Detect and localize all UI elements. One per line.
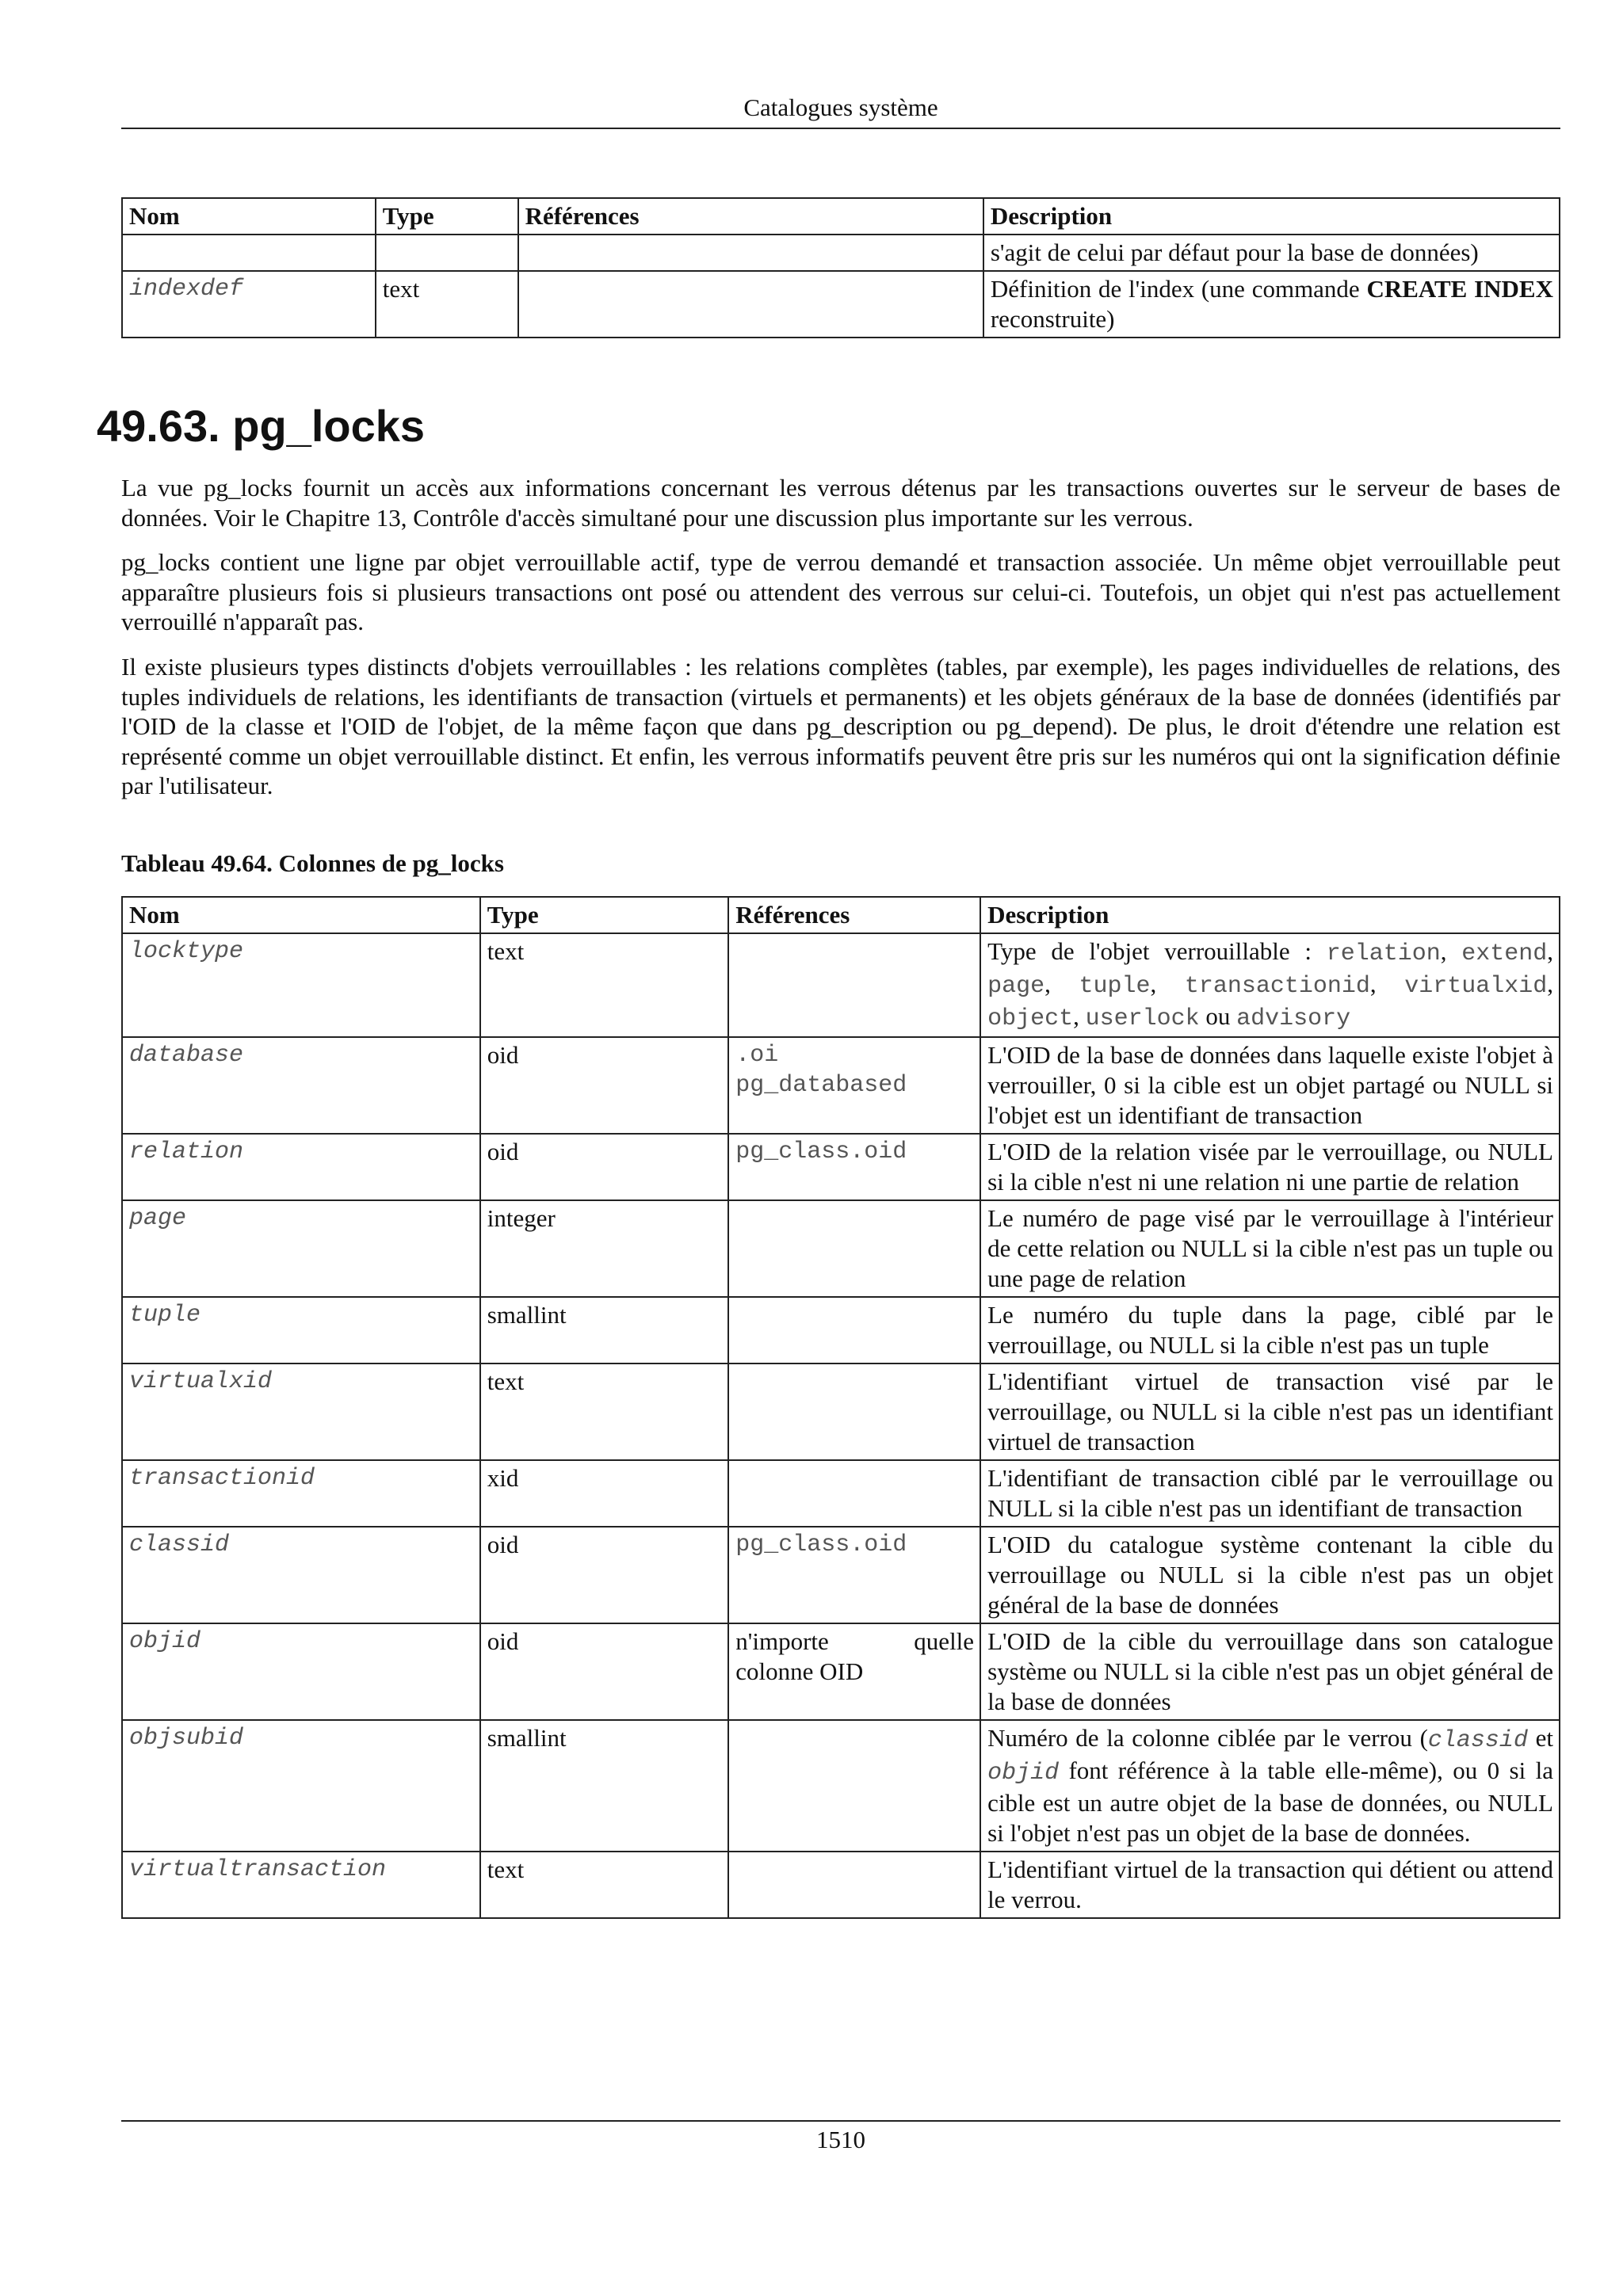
cell-type bbox=[376, 235, 518, 271]
code-value: page bbox=[987, 973, 1045, 1000]
cell-name: database bbox=[122, 1037, 480, 1134]
cell-description: L'identifiant virtuel de la transaction qui détient ou attend le verrou. bbox=[980, 1852, 1560, 1918]
table-row-virtualxid bbox=[122, 1363, 1560, 1460]
table-row bbox=[122, 235, 1560, 271]
cell-ref bbox=[728, 1720, 980, 1852]
cell-type: oid bbox=[480, 1623, 729, 1720]
desc-text: Type de l'objet verrouillable : bbox=[987, 937, 1327, 965]
desc-text: et bbox=[1527, 1724, 1553, 1752]
code-value: classid bbox=[1427, 1727, 1528, 1754]
cell-ref bbox=[728, 1852, 980, 1918]
cell-name: locktype bbox=[122, 933, 480, 1037]
separator: , bbox=[1150, 970, 1185, 997]
code-value: virtualxid bbox=[1404, 973, 1548, 1000]
cell-ref bbox=[728, 1460, 980, 1527]
desc-text: ou bbox=[1199, 1002, 1237, 1030]
cell-name: tuple bbox=[122, 1297, 480, 1363]
code-value: transactionid bbox=[1184, 973, 1370, 1000]
code-value: objid bbox=[987, 1760, 1060, 1787]
cell-description: Le numéro de page visé par le verrouillage à l'intérieur de cette relation ou NULL si la cible n'est pas un tuple ou une page de relation bbox=[980, 1200, 1560, 1297]
paragraph-rows: pg_locks contient une ligne par objet verrouillable actif, type de verrou demandé et transaction associée. Un même objet verrouillable peut apparaître plusieurs fois si plusieurs transactions ont posé ou attendent des verrous sur celui-ci. Toutefois, un objet qui n'est pas actuellement verrouillé n'apparaît pas. bbox=[121, 548, 1560, 635]
table-row-page bbox=[122, 1200, 1560, 1297]
cell-type: oid bbox=[480, 1134, 729, 1200]
table-row bbox=[122, 271, 1560, 338]
page-number: 1510 bbox=[816, 2126, 865, 2153]
cell-ref bbox=[518, 271, 983, 338]
paragraph-intro: La vue pg_locks fournit un accès aux informations concernant les verrous détenus par les transactions ouvertes sur le serveur de bases de données. Voir le Chapitre 13, Contrôle d'accès simultané pour une discussion plus importante sur les verrous. bbox=[121, 474, 1560, 532]
code-value: tuple bbox=[1079, 973, 1151, 1000]
separator: , bbox=[1547, 937, 1553, 965]
code-value: advisory bbox=[1236, 1005, 1351, 1032]
separator: , bbox=[1440, 937, 1462, 965]
cell-name: virtualtransaction bbox=[122, 1852, 480, 1918]
cell-name: indexdef bbox=[122, 271, 376, 338]
cell-type: oid bbox=[480, 1037, 729, 1134]
cell-ref bbox=[728, 1297, 980, 1363]
table-row-locktype bbox=[122, 933, 1560, 1037]
desc-text: Numéro de la colonne ciblée par le verrou ( bbox=[987, 1724, 1428, 1752]
cell-description bbox=[980, 933, 1560, 1037]
cell-description: Le numéro du tuple dans la page, ciblé par le verrouillage, ou NULL si la cible n'est pas un tuple bbox=[980, 1297, 1560, 1363]
cell-ref bbox=[728, 1363, 980, 1460]
table-row-database bbox=[122, 1037, 1560, 1134]
col-header-nom: Nom bbox=[122, 198, 376, 235]
col-header-type: Type bbox=[480, 897, 729, 933]
desc-command: CREATE INDEX bbox=[1366, 275, 1553, 303]
cell-description: L'identifiant de transaction ciblé par le verrouillage ou NULL si la cible n'est pas un identifiant de transaction bbox=[980, 1460, 1560, 1527]
cell-name: objsubid bbox=[122, 1720, 480, 1852]
cell-description: L'OID de la cible du verrouillage dans son catalogue système ou NULL si la cible n'est pas un objet général de la base de données bbox=[980, 1623, 1560, 1720]
code-value: extend bbox=[1461, 940, 1548, 967]
cell-name: transactionid bbox=[122, 1460, 480, 1527]
separator: , bbox=[1073, 1002, 1086, 1030]
cell-description: L'identifiant virtuel de transaction visé par le verrouillage, ou NULL si la cible n'est pas un identifiant virtuel de transaction bbox=[980, 1363, 1560, 1460]
cell-name: relation bbox=[122, 1134, 480, 1200]
table-header-row bbox=[122, 198, 1560, 235]
cell-ref bbox=[728, 933, 980, 1037]
cell-type: smallint bbox=[480, 1720, 729, 1852]
table-row-transactionid bbox=[122, 1460, 1560, 1527]
desc-text: font référence à la table elle-même), ou 0 si la cible est un autre objet de la base de données, ou NULL si l'objet n'est pas un objet de la base de données. bbox=[987, 1756, 1553, 1847]
separator: , bbox=[1369, 970, 1405, 997]
cell-type: text bbox=[376, 271, 518, 338]
col-header-references: Références bbox=[518, 198, 983, 235]
col-header-description: Description bbox=[980, 897, 1560, 933]
cell-name: objid bbox=[122, 1623, 480, 1720]
table-header-row bbox=[122, 897, 1560, 933]
running-header: Catalogues système bbox=[743, 93, 938, 121]
table-row-classid bbox=[122, 1527, 1560, 1623]
col-header-references: Références bbox=[728, 897, 980, 933]
cell-description: s'agit de celui par défaut pour la base de données) bbox=[983, 235, 1560, 271]
cell-name bbox=[122, 235, 376, 271]
col-header-nom: Nom bbox=[122, 897, 480, 933]
table-row-objsubid bbox=[122, 1720, 1560, 1852]
separator: , bbox=[1044, 970, 1079, 997]
code-value: object bbox=[987, 1005, 1074, 1032]
continued-table bbox=[121, 197, 1560, 338]
table-row-objid bbox=[122, 1623, 1560, 1720]
cell-description: L'OID de la base de données dans laquelle existe l'objet à verrouiller, 0 si la cible est un objet partagé ou NULL si l'objet est un identifiant de transaction bbox=[980, 1037, 1560, 1134]
cell-ref bbox=[728, 1037, 980, 1134]
col-header-description: Description bbox=[983, 198, 1560, 235]
section-title: 49.63. pg_locks bbox=[97, 401, 426, 451]
cell-description: L'OID du catalogue système contenant la cible du verrouillage ou NULL si la cible n'est pas un objet général de la base de données bbox=[980, 1527, 1560, 1623]
cell-type: smallint bbox=[480, 1297, 729, 1363]
table-caption: Tableau 49.64. Colonnes de pg_locks bbox=[121, 849, 504, 877]
pg-locks-columns-table bbox=[121, 896, 1560, 1919]
desc-text: reconstruite) bbox=[990, 305, 1115, 333]
separator: , bbox=[1547, 970, 1553, 997]
cell-ref: pg_class.oid bbox=[728, 1527, 980, 1623]
cell-name: page bbox=[122, 1200, 480, 1297]
cell-description bbox=[980, 1720, 1560, 1852]
cell-ref: pg_class.oid bbox=[728, 1134, 980, 1200]
cell-ref bbox=[728, 1200, 980, 1297]
cell-type: oid bbox=[480, 1527, 729, 1623]
code-value: relation bbox=[1326, 940, 1441, 967]
header-rule bbox=[121, 128, 1560, 129]
ref-line: pg_databased bbox=[735, 1072, 907, 1099]
desc-text: Définition de l'index (une commande bbox=[990, 275, 1367, 303]
cell-ref: n'importe quelle colonne OID bbox=[728, 1623, 980, 1720]
cell-name: classid bbox=[122, 1527, 480, 1623]
cell-type: integer bbox=[480, 1200, 729, 1297]
footer-rule bbox=[121, 2120, 1560, 2122]
cell-ref bbox=[518, 235, 983, 271]
cell-description: L'OID de la relation visée par le verrouillage, ou NULL si la cible n'est ni une relation ni une partie de relation bbox=[980, 1134, 1560, 1200]
ref-line: .oi bbox=[735, 1042, 779, 1069]
paragraph-object-types: Il existe plusieurs types distincts d'objets verrouillables : les relations complètes (tables, par exemple), les pages individuelles de relations, des tuples individuels de relations, les identifiants de transaction (virtuels et permanents) et les objets généraux de la base de données (identifiés par l'OID de la classe et l'OID de l'objet, de la même façon que dans pg_description ou pg_depend). De plus, le droit d'étendre une relation est représenté comme un objet verrouillable distinct. Et enfin, les verrous informatifs peuvent être pris sur les numéros qui ont la signification définie par l'utilisateur. bbox=[121, 653, 1560, 799]
cell-description bbox=[983, 271, 1560, 338]
cell-type: xid bbox=[480, 1460, 729, 1527]
cell-type: text bbox=[480, 1363, 729, 1460]
cell-type: text bbox=[480, 933, 729, 1037]
code-value: userlock bbox=[1085, 1005, 1200, 1032]
col-header-type: Type bbox=[376, 198, 518, 235]
table-row-virtualtransaction bbox=[122, 1852, 1560, 1918]
table-row-tuple bbox=[122, 1297, 1560, 1363]
table-row-relation bbox=[122, 1134, 1560, 1200]
cell-type: text bbox=[480, 1852, 729, 1918]
cell-name: virtualxid bbox=[122, 1363, 480, 1460]
